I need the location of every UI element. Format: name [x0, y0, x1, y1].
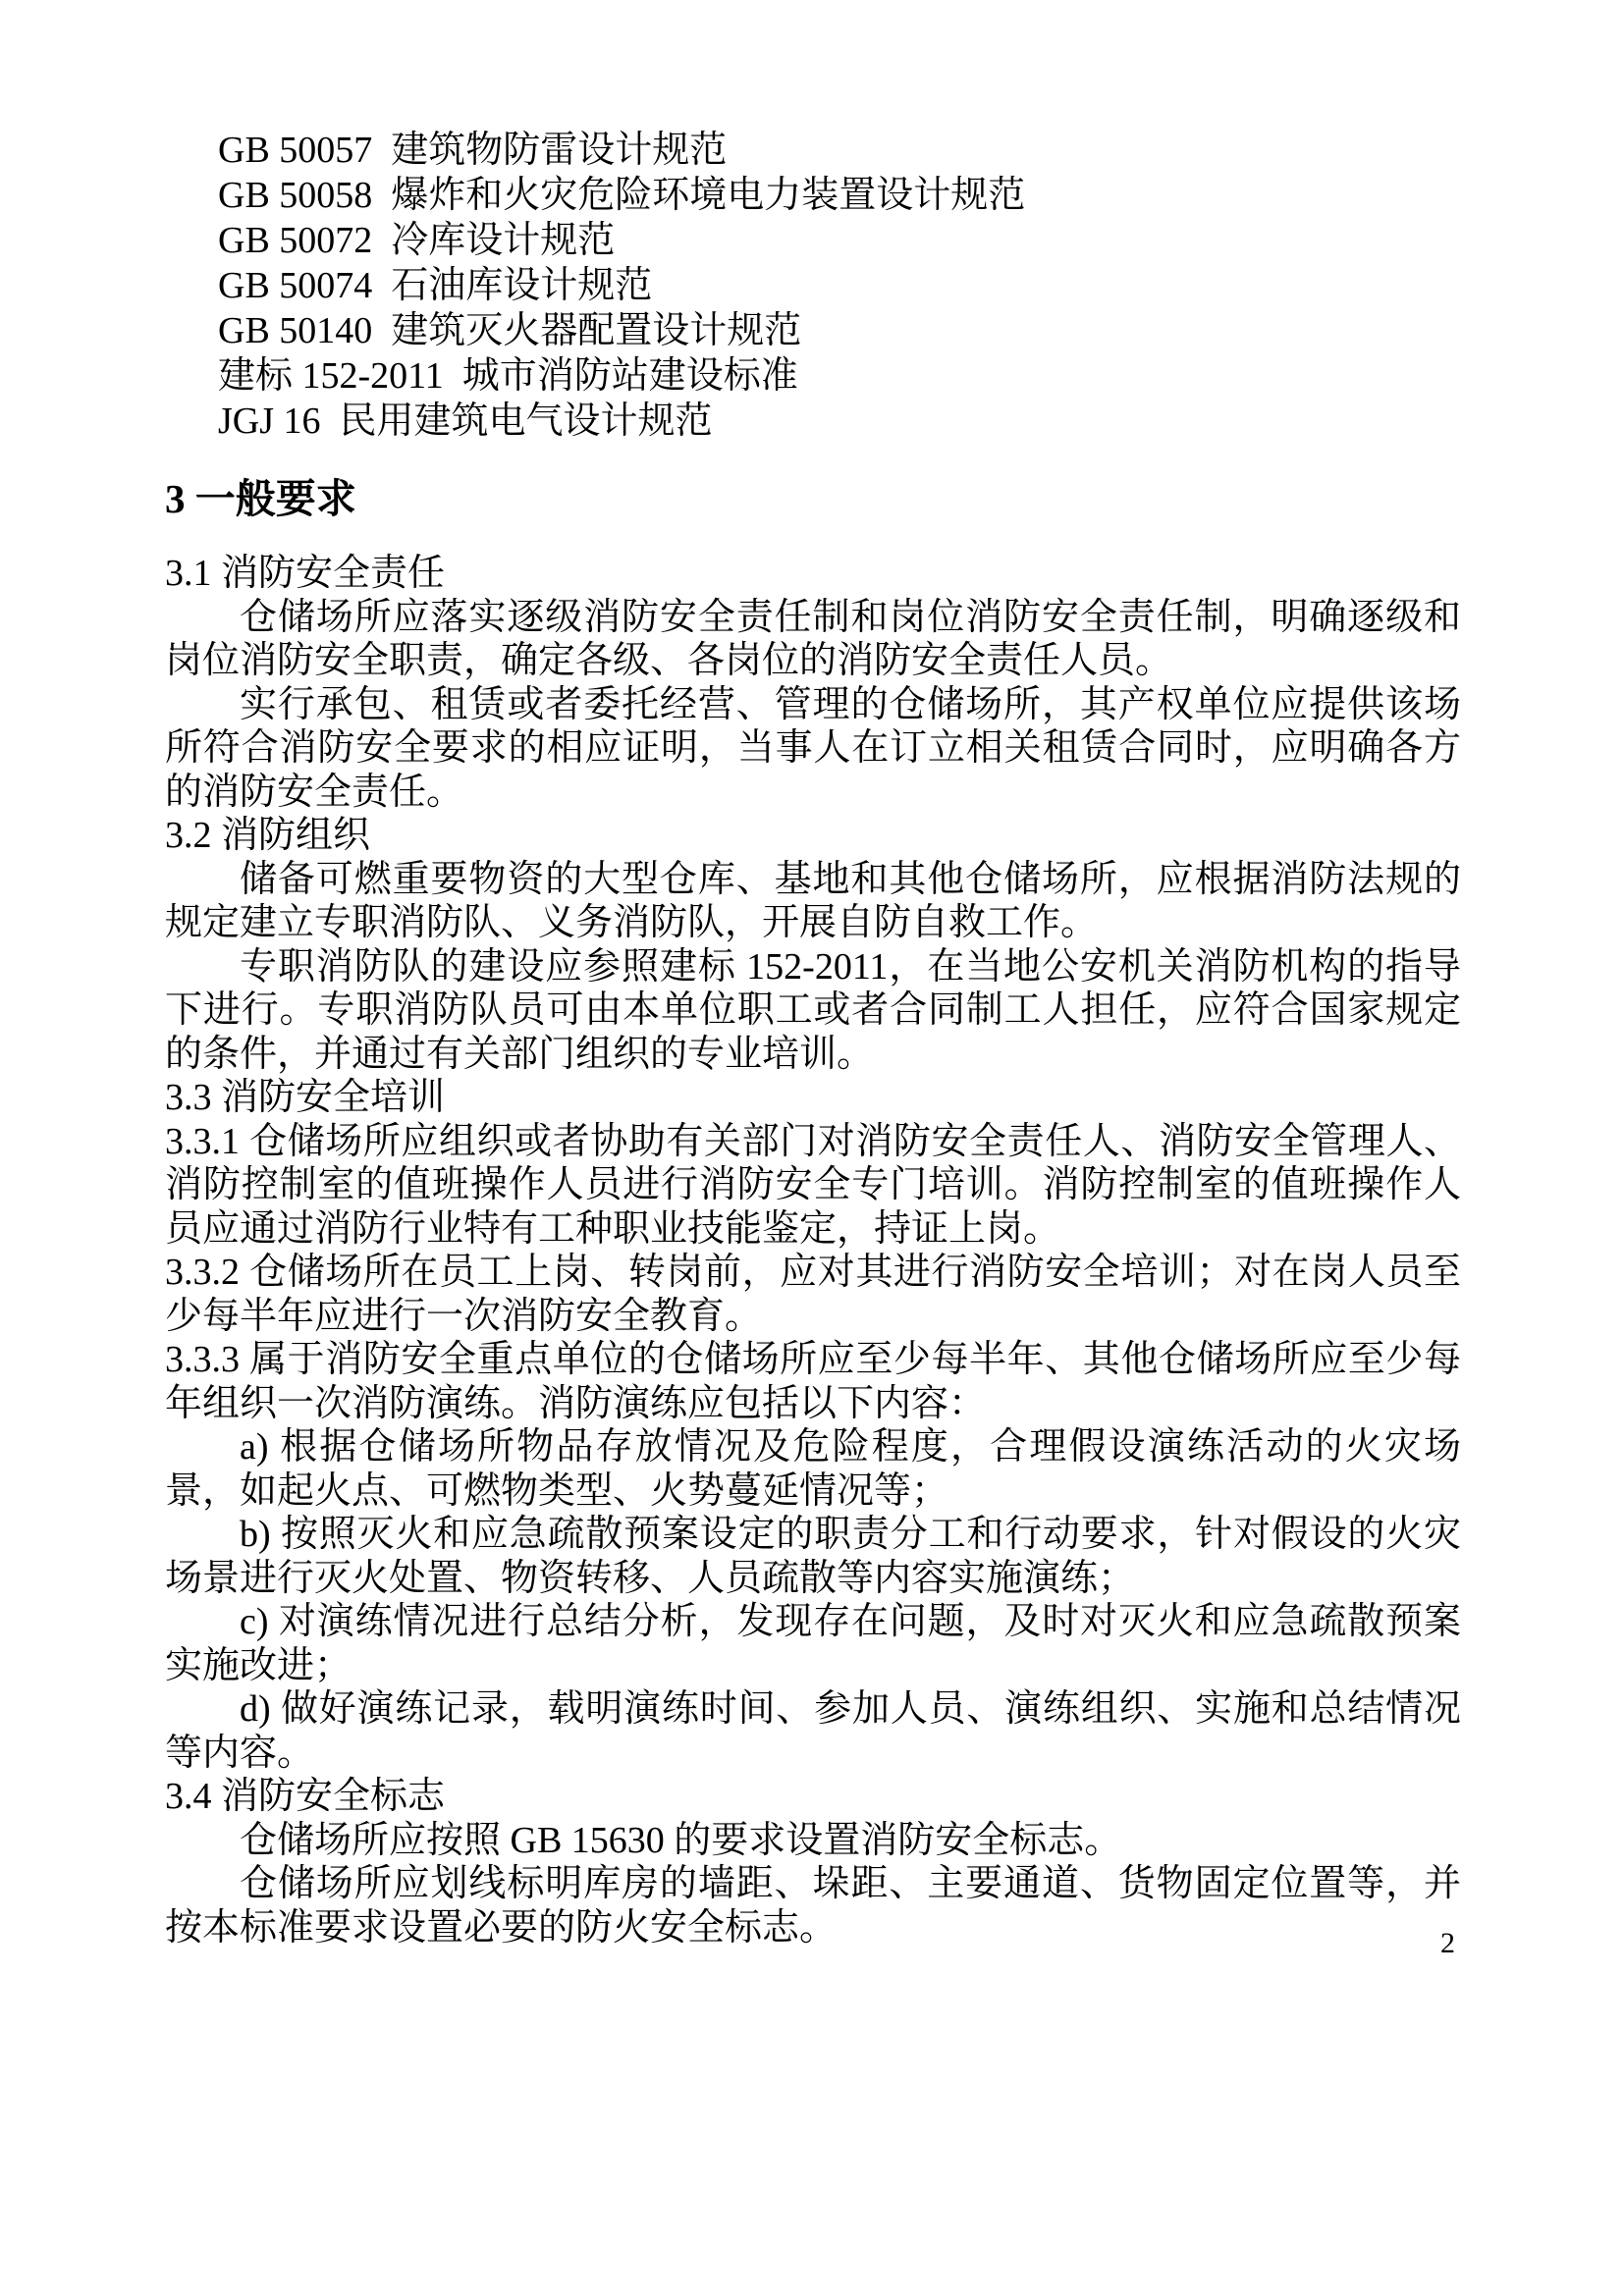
body-paragraph: d) 做好演练记录，载明演练时间、参加人员、演练组织、实施和总结情况等内容。 [165, 1688, 1461, 1774]
body-paragraph: 3.3 消防安全培训 [165, 1077, 446, 1118]
body-paragraph: 3.4 消防安全标志 [165, 1776, 446, 1817]
body-paragraph: 专职消防队的建设应参照建标 152-2011，在当地公安机关消防机构的指导下进行。专职消防队员可由本单位职工或者合同制工人担任，应符合国家规定的条件，并通过有关部门组织的专业培训。 [165, 945, 1461, 1075]
body-paragraph: 3.1 消防安全责任 [165, 553, 446, 594]
standard-reference-line: GB 50072 冷库设计规范 [218, 220, 616, 261]
body-paragraphs [165, 552, 1461, 1949]
body-paragraph: 3.3.3 属于消防安全重点单位的仓储场所应至少每半年、其他仓储场所应至少每年组织一次消防演练。消防演练应包括以下内容： [165, 1339, 1461, 1424]
standard-reference-line: 建标 152-2011 城市消防站建设标准 [218, 355, 798, 397]
body-paragraph: 3.3.1 仓储场所应组织或者协助有关部门对消防安全责任人、消防安全管理人、消防控制室的值班操作人员进行消防安全专门培训。消防控制室的值班操作人员应通过消防行业特有工种职业技能鉴定，持证上岗。 [165, 1120, 1461, 1250]
body-paragraph: 仓储场所应划线标明库房的墙距、垛距、主要通道、货物固定位置等，并按本标准要求设置必要的防火安全标志。 [165, 1863, 1461, 1949]
page-number: 2 [1440, 1927, 1455, 1959]
section-heading: 3 一般要求 [165, 476, 356, 521]
body-paragraph: 储备可燃重要物资的大型仓库、基地和其他仓储场所，应根据消防法规的规定建立专职消防队、义务消防队，开展自防自救工作。 [165, 858, 1461, 943]
standard-reference-line: GB 50058 爆炸和火灾危险环境电力装置设计规范 [218, 175, 1026, 216]
standard-reference-line: GB 50057 建筑物防雷设计规范 [218, 130, 728, 171]
body-paragraph: 仓储场所应落实逐级消防安全责任制和岗位消防安全责任制，明确逐级和岗位消防安全职责，确定各级、各岗位的消防安全责任人员。 [165, 596, 1461, 681]
body-paragraph: 3.2 消防组织 [165, 815, 371, 856]
standard-reference-line: JGJ 16 民用建筑电气设计规范 [218, 400, 713, 442]
body-paragraph: 3.3.2 仓储场所在员工上岗、转岗前，应对其进行消防安全培训；对在岗人员至少每半年应进行一次消防安全教育。 [165, 1252, 1461, 1337]
standards-list [165, 128, 1461, 444]
body-paragraph: c) 对演练情况进行总结分析，发现存在问题，及时对灭火和应急疏散预案实施改进； [165, 1601, 1461, 1686]
body-paragraph: a) 根据仓储场所物品存放情况及危险程度，合理假设演练活动的火灾场景，如起火点、可燃物类型、火势蔓延情况等； [165, 1426, 1461, 1512]
standard-reference-line: GB 50074 石油库设计规范 [218, 265, 653, 306]
standard-reference-line: GB 50140 建筑灭火器配置设计规范 [218, 310, 802, 351]
body-paragraph: b) 按照灭火和应急疏散预案设定的职责分工和行动要求，针对假设的火灾场景进行灭火处置、物资转移、人员疏散等内容实施演练； [165, 1514, 1461, 1599]
body-paragraph: 仓储场所应按照 GB 15630 的要求设置消防安全标志。 [240, 1819, 1122, 1861]
body-paragraph: 实行承包、租赁或者委托经营、管理的仓储场所，其产权单位应提供该场所符合消防安全要求的相应证明，当事人在订立相关租赁合同时，应明确各方的消防安全责任。 [165, 683, 1461, 813]
